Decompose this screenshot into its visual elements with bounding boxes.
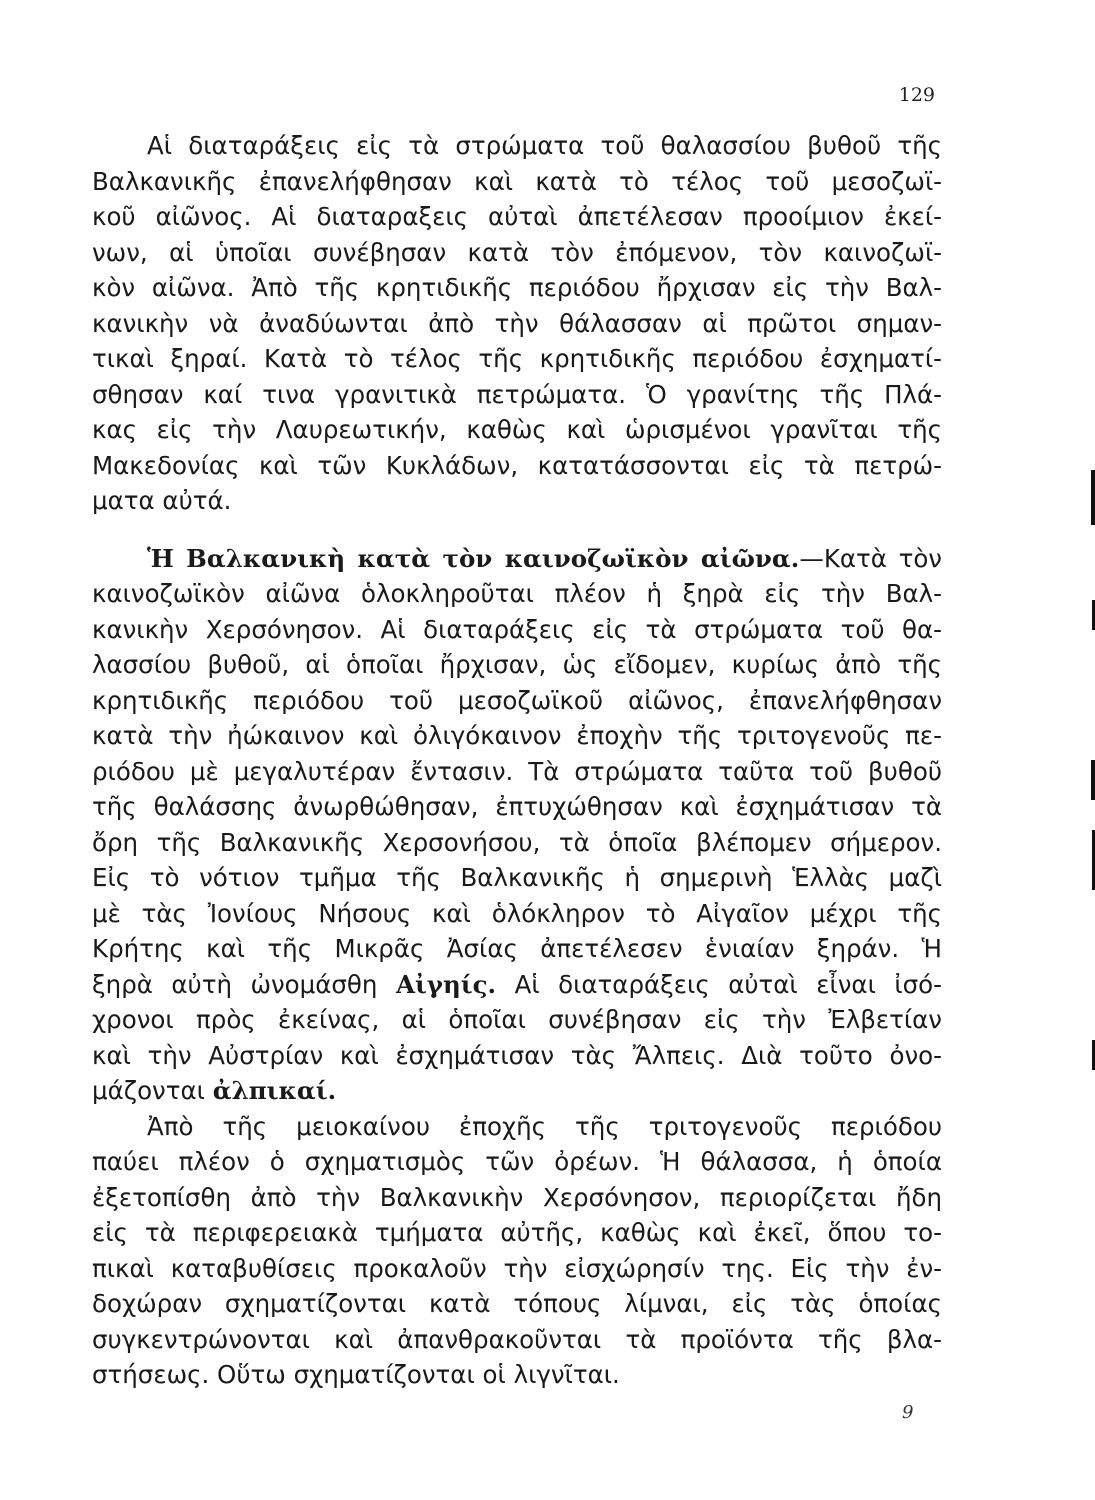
text-line: κας εἰς τὴν Λαυρεωτικήν, καθὼς καὶ ὡρισμένοι γρανῖται τῆς	[92, 415, 942, 444]
text-line: Βαλκανικῆς ἐπανελήφθησαν καὶ κατὰ τὸ τέλος τοῦ μεσοζωϊ-	[92, 166, 942, 196]
text-fragment: μάζονται	[92, 1076, 213, 1105]
text-line: νων, αἱ ὑποῖαι συνέβησαν κατὰ τὸν ἐπόμενον, τὸν καινοζωϊ-	[92, 237, 942, 267]
text-line: λασσίου βυθοῦ, αἱ ὁποῖαι ἤρχισαν, ὡς εἴδομεν, κυρίως ἀπὸ τῆς	[92, 650, 942, 679]
text-line: Μακεδονίας καὶ τῶν Κυκλάδων, κατατάσσονται εἰς τὰ πετρώ-	[92, 450, 942, 480]
text-line: κανικὴν νὰ ἀναδύωνται ἀπὸ τὴν θάλασσαν αἱ πρῶτοι σημαν-	[92, 308, 942, 338]
text-line: στήσεως. Οὕτω σχηματίζονται οἱ λιγνῖται.	[92, 1360, 620, 1389]
text-line: ματα αὐτά.	[92, 486, 232, 515]
text-line: Κρήτης καὶ τῆς Μικρᾶς Ἀσίας ἀπετέλεσεν ἑνιαίαν ξηράν. Ἡ	[92, 934, 942, 963]
paragraph-gap	[92, 519, 942, 541]
text-line	[92, 1073, 942, 1109]
text-line: κανικὴν Χερσόνησον. Αἱ διαταράξεις εἰς τὰ στρώματα τοῦ θα-	[92, 614, 942, 644]
text-line: κρητιδικῆς περιόδου τοῦ μεσοζωϊκοῦ αἰῶνος, ἐπανελήφθησαν	[92, 685, 942, 715]
text-line: χρονοι πρὸς ἐκείνας, αἱ ὁποῖαι συνέβησαν εἰς τὴν Ἐλβετίαν	[92, 1005, 942, 1034]
text-line: Εἰς τὸ νότιον τμῆμα τῆς Βαλκανικῆς ἡ σημερινὴ Ἑλλὰς μαζὶ	[92, 863, 942, 892]
text-fragment: —Κατὰ τὸν	[799, 543, 942, 573]
text-line: δοχώραν σχηματίζονται κατὰ τόπους λίμναι, εἰς τὰς ὁποίας	[92, 1289, 942, 1318]
text-line: εἰς τὰ περιφερειακὰ τμήματα αὐτῆς, καθὼς καὶ ἐκεῖ, ὅπου το-	[92, 1218, 942, 1247]
scan-edge-mark	[1091, 760, 1095, 800]
text-line: τικαὶ ξηραί. Κατὰ τὸ τέλος τῆς κρητιδικῆς περιόδου ἐσχηματί-	[92, 344, 942, 373]
text-line: κατὰ τὴν ἠώκαινον καὶ ὀλιγόκαινον ἐποχὴν τῆς τριτογενοῦς πε-	[92, 721, 942, 750]
text-line: τῆς θαλάσσης ἀνωρθώθησαν, ἐπτυχώθησαν καὶ ἐσχημάτισαν τὰ	[92, 792, 942, 821]
text-line: ὄρη τῆς Βαλκανικῆς Χερσονήσου, τὰ ὁποῖα βλέπομεν σήμερον.	[92, 827, 942, 857]
text-fragment: ξηρὰ αὐτὴ ὠνομάσθη	[92, 969, 396, 999]
text-line: ριόδου μὲ μεγαλυτέραν ἔντασιν. Τὰ στρώματα ταῦτα τοῦ βυθοῦ	[92, 756, 942, 786]
paragraph-2	[92, 541, 942, 1109]
text-line: καινοζωϊκὸν αἰῶνα ὁλοκληροῦται πλέον ἡ ξηρὰ εἰς τὴν Βαλ-	[92, 579, 942, 608]
text-line: Αἱ διαταράξεις εἰς τὰ στρώματα τοῦ θαλασσίου βυθοῦ τῆς	[147, 131, 942, 160]
text-line	[92, 967, 942, 1003]
text-fragment: Αἱ διαταράξεις αὐταὶ εἶναι ἰσό-	[496, 969, 942, 999]
signature-mark: 9	[902, 1402, 914, 1423]
text-line: Ἀπὸ τῆς μειοκαίνου ἐποχῆς τῆς τριτογενοῦς περιόδου	[147, 1111, 942, 1141]
text-line: μὲ τὰς Ἰονίους Νήσους καὶ ὁλόκληρον τὸ Αἰγαῖον μέχρι τῆς	[92, 898, 942, 928]
text-line: κοῦ αἰῶνος. Αἱ διαταραξεις αὐταὶ ἀπετέλεσαν προοίμιον ἐκεί-	[92, 202, 942, 231]
section-heading-line	[92, 541, 942, 577]
text-line: καὶ τὴν Αὐστρίαν καὶ ἐσχημάτισαν τὰς Ἄλπεις. Διὰ τοῦτο ὀνο-	[92, 1040, 942, 1070]
section-heading: Ἡ Βαλκανικὴ κατὰ τὸν καινοζωϊκὸν αἰῶνα.	[147, 543, 800, 573]
text-line: παύει πλέον ὁ σχηματισμὸς τῶν ὀρέων. Ἡ θάλασσα, ἡ ὁποία	[92, 1147, 942, 1176]
page-number: 129	[898, 84, 935, 106]
text-line: κὸν αἰῶνα. Ἀπὸ τῆς κρητιδικῆς περιόδου ἤρχισαν εἰς τὴν Βαλ-	[92, 273, 942, 302]
page-body	[92, 128, 942, 1393]
scan-edge-mark	[1091, 470, 1095, 525]
term-alpikai: ἀλπικαί.	[212, 1076, 337, 1105]
text-line: σθησαν καί τινα γρανιτικὰ πετρώματα. Ὁ γρανίτης τῆς Πλά-	[92, 379, 942, 409]
paragraph-3	[92, 1109, 942, 1393]
text-line: ἐξετοπίσθη ἀπὸ τὴν Βαλκανικὴν Χερσόνησον, περιορίζεται ἤδη	[92, 1182, 942, 1212]
term-aigiis: Αἰγηίς.	[395, 969, 497, 999]
text-line: πικαὶ καταβυθίσεις προκαλοῦν τὴν εἰσχώρησίν της. Εἰς τὴν ἐν-	[92, 1253, 942, 1283]
text-line: συγκεντρώνονται καὶ ἀπανθρακοῦνται τὰ προϊόντα τῆς βλα-	[92, 1324, 942, 1354]
paragraph-1	[92, 128, 942, 519]
